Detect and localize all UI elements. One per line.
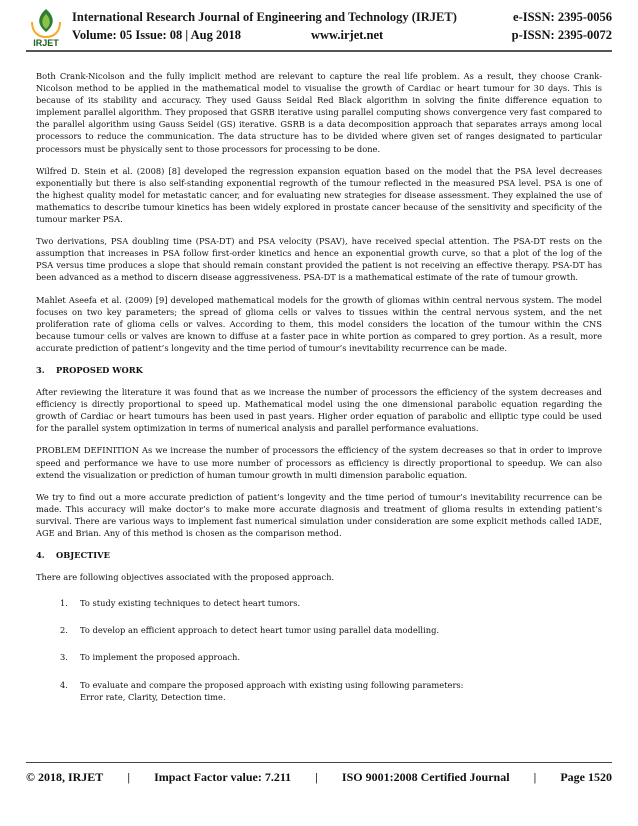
header-divider [26, 50, 612, 52]
journal-title: International Research Journal of Engineering and Technology (IRJET) [72, 10, 457, 24]
list-item [60, 624, 602, 636]
list-number: 2. [60, 625, 68, 636]
irjet-logo [26, 6, 66, 48]
section-heading-objective [36, 549, 602, 561]
paragraph: There are following objectives associated with the proposed approach. [36, 572, 335, 583]
objectives-list [36, 597, 602, 702]
footer-divider [26, 762, 612, 763]
list-text: To evaluate and compare the proposed approach with existing using following parameters: [80, 679, 464, 690]
list-number: 3. [60, 652, 68, 663]
e-issn: e-ISSN: 2395-0056 [513, 10, 612, 24]
volume-issue: Volume: 05 Issue: 08 | Aug 2018 [72, 28, 241, 42]
journal-website: www.irjet.net [311, 28, 384, 42]
p-issn: p-ISSN: 2395-0072 [511, 28, 612, 42]
list-text-continued: Error rate, Clarity, Detection time. [80, 691, 226, 702]
list-text: To implement the proposed approach. [80, 652, 241, 663]
page-header [26, 6, 612, 50]
list-text: To study existing techniques to detect heart tumors. [80, 598, 301, 609]
paragraph: Both Crank-Nicolson and the fully implicit method are relevant to capture the real life problem. As a result, they choose Crank-Nicolson method to be applied in the mathematical model to visualise the growth of Cardiac or heart tumour for 30 days. This is because of its stability and accuracy. They used Gauss Seidal Red Black algorithm in solving the finite difference equation to implement parallel algorithm. They proposed that GSRB iterative using parallel computing shows convergence very fast compared to the parallel algorithm using Gauss Seidel (GS) iterative. GSRB is a data decomposition approach that separates arrays among local processors to reduce the communication. The data structure has to be divided where given set of ranges designated to particular processors must be physically sent to those processors for processing to be done. [36, 71, 602, 154]
section-number: 4. [36, 550, 45, 561]
list-item [60, 679, 602, 703]
paragraph: We try to find out a more accurate prediction of patient’s longevity and the time period of tumour’s inevitability recurrence can be made. This accuracy will make doctor’s to make more accurate diagnosis and treatment of glioma results in extending patient’s survival. There are various ways to implement fast numerical simulation under consideration are some explicit methods called IADE, AGE and Brian. Any of this method is chosen as the comparison method. [36, 491, 602, 538]
paragraph: PROBLEM DEFINITION As we increase the number of processors the efficiency of the system decreases so that in order to improve speed and performance we have to use more number of processors as efficiency is directly proportional to speedup. We can also extend the visualization or prediction of human tumour growth in multi dimension parabolic equation. [36, 445, 602, 480]
page-number: Page 1520 [560, 770, 612, 784]
paragraph: Two derivations, PSA doubling time (PSA-DT) and PSA velocity (PSAV), have received special attention. The PSA-DT rests on the assumption that increases in PSA follow first-order kinetics and hence an exponential growth curve, so that a plot of the log of the PSA versus time produces a slope that should remain constant provided the patient is not receiving an effective therapy. PSA-DT has been advanced as a method to discern disease aggressiveness. PSA-DT is a mathematical estimate of the rate of tumour growth. [36, 236, 602, 283]
section-title: PROPOSED WORK [56, 364, 143, 375]
list-item [60, 597, 602, 609]
footer-separator: | [533, 770, 537, 784]
section-number: 3. [36, 364, 45, 375]
section-title: OBJECTIVE [56, 550, 110, 561]
footer-separator: | [127, 770, 131, 784]
paragraph: Mahlet Aseefa et al. (2009) [9] developed mathematical models for the growth of gliomas within central nervous system. The model focuses on two key parameters; the spread of glioma cells or valves to tissues within the central nervous system, and the net proliferation rate of glioma cells or valves. According to them, this model considers the location of the tumour within the CNS because tumour cells or valves are known to diffuse at a faster pace in white portion as compared to grey portion. As a result, more accurate prediction of patient’s longevity and the time period of tumour’s inevitability recurrence can be made. [36, 294, 602, 353]
iso-certification: ISO 9001:2008 Certified Journal [341, 770, 510, 784]
list-number: 1. [60, 598, 68, 609]
svg-text:IRJET: IRJET [33, 38, 59, 48]
paragraph: Wilfred D. Stein et al. (2008) [8] developed the regression expansion equation based on the model that the PSA level decreases exponentially but there is also self-standing exponential regrowth of the tumour reflected in the measured PSA level. PSA is one of the highest quality model for metastatic cancer, and for evaluating new strategies for disease assessment. They explained the use of mathematics to describe tumour kinetics has been widely explored in prostate cancer because of the sensitivity and specificity of the tumour marker PSA. [36, 165, 602, 225]
page-footer [26, 770, 612, 785]
copyright: © 2018, IRJET [26, 770, 104, 784]
footer-separator: | [315, 770, 318, 784]
list-item [60, 651, 602, 663]
impact-factor: Impact Factor value: 7.211 [154, 770, 292, 784]
page-body [36, 70, 602, 718]
paragraph: After reviewing the literature it was found that as we increase the number of processors the efficiency of the system decreases and efficiency is directly proportional to speed up. Mathematical model using the one dimensional parabolic equation regarding the growth of Cardiac or heart tumours has been used in past years. Higher order equation of parabolic and elliptic type could be used for the parallel system optimization in terms of numerical analysis and parallel performance evaluations. [36, 387, 602, 434]
section-heading-proposed-work [36, 364, 602, 376]
list-text: To develop an efficient approach to detect heart tumor using parallel data modelling. [80, 625, 440, 636]
list-number: 4. [60, 679, 68, 690]
